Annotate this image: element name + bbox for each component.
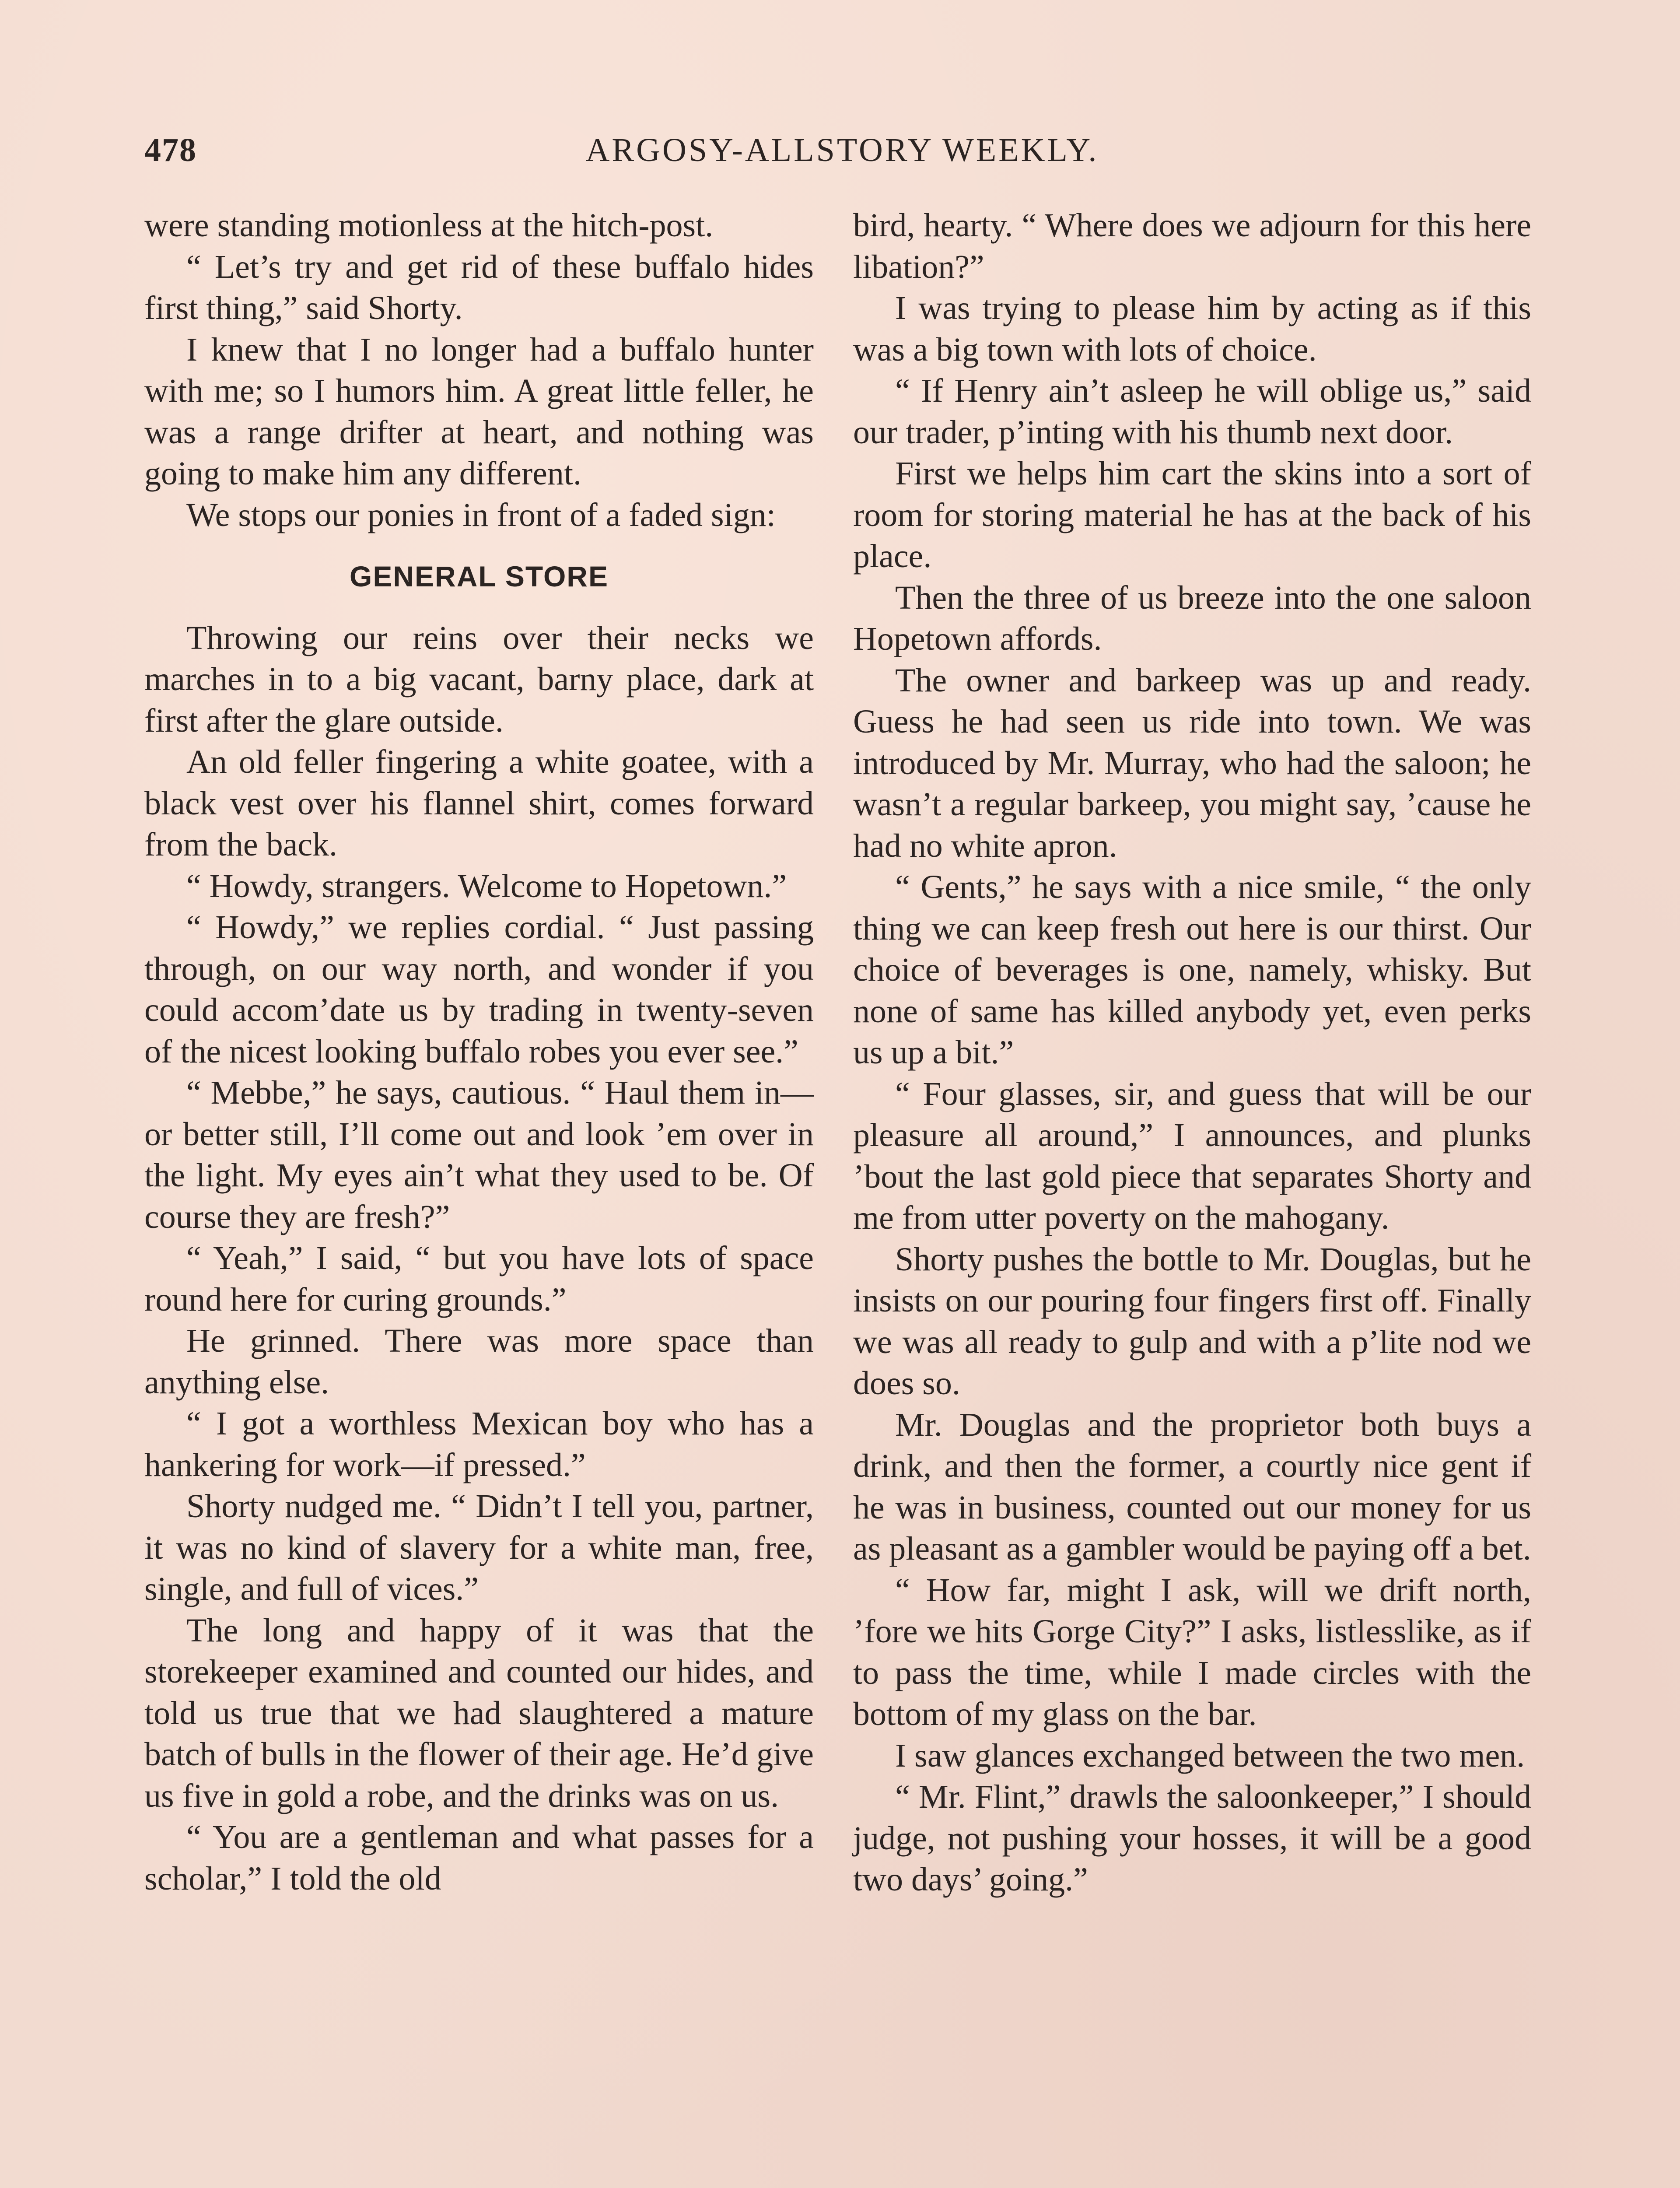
paragraph: I knew that I no longer had a buffalo hunter with me; so I humors him. A great little feller, he was a range drifter at heart, and nothing was going to make him any different. [144,331,814,492]
paragraph: Throwing our reins over their necks we marches in to a big vacant, barny place, dark at first after the glare outside. [144,619,814,739]
paragraph: Shorty nudged me. “ Didn’t I tell you, partner, it was no kind of slavery for a white man, free, single, and full of vices.” [144,1488,814,1607]
paragraph: Mr. Douglas and the proprietor both buys a drink, and then the former, a courtly nice gent if he was in business, counted out our money for us as pleasant as a gambler would be paying off a bet. [853,1406,1531,1567]
paragraph: The owner and barkeep was up and ready. Guess he had seen us ride into town. We was introduced by Mr. Murray, who had the saloon; he wasn’t a regular barkeep, you might say, ’cause he had no white apron. [853,662,1531,864]
paragraph: “ You are a gentleman and what passes for a scholar,” I told the old [144,1819,814,1897]
paragraph: We stops our ponies in front of a faded sign: [186,496,776,533]
paragraph: “ If Henry ain’t asleep he will oblige us,” said our trader, p’inting with his thumb next door. [853,372,1531,451]
paragraph: “ Let’s try and get rid of these buffalo hides first thing,” said Shorty. [144,248,814,326]
paragraph: An old feller fingering a white goatee, with a black vest over his flannel shirt, comes forward from the back. [144,743,814,863]
paragraph: “ How far, might I ask, will we drift north, ’fore we hits Gorge City?” I asks, listlesslike, as if to pass the time, while I made circles with the bottom of my glass on the bar. [853,1571,1531,1732]
right-column [853,205,1531,1900]
page-number: 478 [144,132,197,168]
paragraph: He grinned. There was more space than anything else. [144,1322,814,1401]
running-head: ARGOSY-ALLSTORY WEEKLY. [585,132,1099,168]
store-sign: GENERAL STORE [350,560,609,593]
paragraph: Then the three of us breeze into the one saloon Hopetown affords. [853,579,1531,657]
page-header [144,131,1540,184]
paragraph: “ Mebbe,” he says, cautious. “ Haul them in—or better still, I’ll come out and look ’em over in the light. My eyes ain’t what they used to be. Of course they are fresh?” [144,1074,814,1235]
left-column [144,205,814,1899]
paragraph: “ I got a worthless Mexican boy who has a hankering for work—if pressed.” [144,1405,814,1483]
paragraph: First we helps him cart the skins into a sort of room for storing material he has at the back of his place. [853,455,1531,575]
paragraph: “ Gents,” he says with a nice smile, “ the only thing we can keep fresh out here is our thirst. Our choice of beverages is one, namely, whisky. But none of same has killed anybody yet, even perks us up a bit.” [853,869,1531,1071]
paragraph: Shorty pushes the bottle to Mr. Douglas, but he insists on our pouring four fingers first off. Finally we was all ready to gulp and with a p’lite nod we does so. [853,1241,1531,1402]
paragraph: I saw glances exchanged between the two men. [895,1737,1525,1774]
paragraph: I was trying to please him by acting as if this was a big town with lots of choice. [853,290,1531,368]
paragraph: “ Four glasses, sir, and guess that will be our pleasure all around,” I announces, and plunks ’bout the last gold piece that separates Shorty and me from utter poverty on the mahogany. [853,1075,1531,1236]
paragraph: were standing motionless at the hitch-post. [144,207,714,244]
paragraph: The long and happy of it was that the storekeeper examined and counted our hides, and told us true that we had slaughtered a mature batch of bulls in the flower of their age. He’d give us five in gold a robe, and the drinks was on us. [144,1612,814,1814]
paragraph: “ Howdy,” we replies cordial. “ Just passing through, on our way north, and wonder if you could accom’date us by trading in twenty-seven of the nicest looking buffalo robes you ever see.” [144,909,814,1070]
paragraph: bird, hearty. “ Where does we adjourn for this here libation?” [853,207,1531,285]
paragraph: “ Howdy, strangers. Welcome to Hopetown.” [186,867,787,905]
paragraph: “ Yeah,” I said, “ but you have lots of space round here for curing grounds.” [144,1240,814,1318]
paragraph: “ Mr. Flint,” drawls the saloonkeeper,” I should judge, not pushing your hosses, it will be a good two days’ going.” [853,1778,1531,1898]
